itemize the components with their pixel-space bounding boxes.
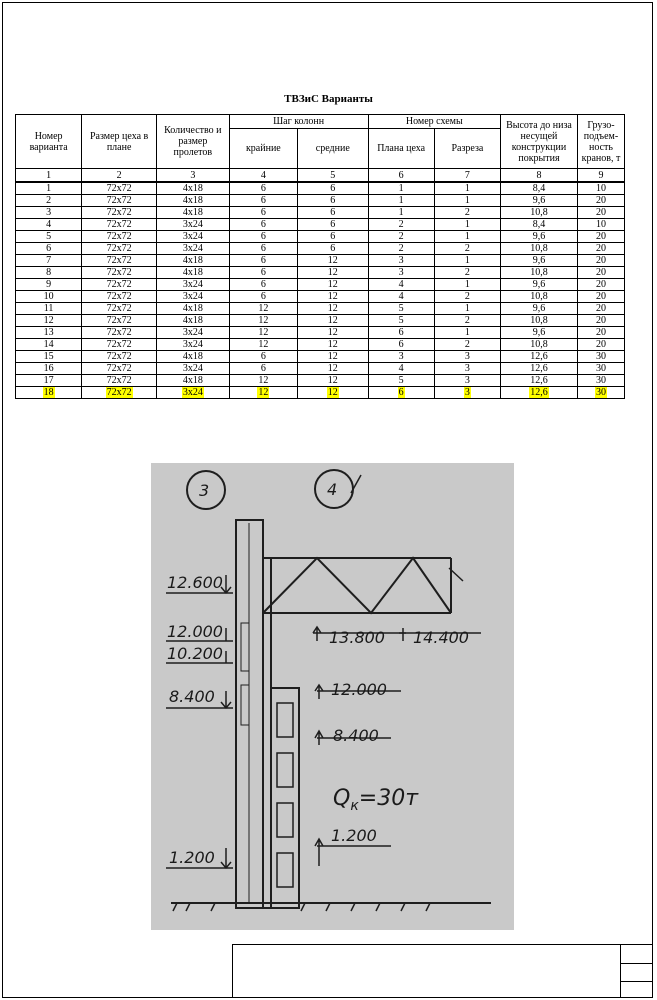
header-column-step-edge: крайние <box>229 129 297 169</box>
cell-scheme-plan: 4 <box>368 363 434 375</box>
cell-size: 72х72 <box>82 375 157 387</box>
cell-variant <box>16 387 82 399</box>
cell-variant: 12 <box>16 315 82 327</box>
header-height: Высота до низа несущей конструкции покрытия <box>501 115 578 169</box>
table-row <box>16 279 625 291</box>
title-block-divider <box>620 944 621 998</box>
cell-crane: 20 <box>577 243 624 255</box>
highlighted-value: 12 <box>327 387 338 398</box>
variants-table-body <box>16 169 625 399</box>
cell-crane: 30 <box>577 363 624 375</box>
table-row <box>16 182 625 195</box>
cell-size: 72х72 <box>82 231 157 243</box>
cell-scheme-plan: 3 <box>368 267 434 279</box>
cell-scheme-plan: 5 <box>368 375 434 387</box>
cell-scheme-plan: 1 <box>368 182 434 195</box>
cell-height: 9,6 <box>501 279 578 291</box>
cell-size <box>82 387 157 399</box>
cell-height: 9,6 <box>501 303 578 315</box>
level-left-12000: 12.000 <box>167 622 223 641</box>
header-column-step-mid: средние <box>298 129 369 169</box>
cell-variant: 3 <box>16 207 82 219</box>
cell-scheme-section <box>434 387 500 399</box>
cell-height: 9,6 <box>501 231 578 243</box>
column-number: 3 <box>157 169 230 183</box>
cell-variant: 4 <box>16 219 82 231</box>
cell-height: 10,8 <box>501 315 578 327</box>
cell-step-mid: 6 <box>298 182 369 195</box>
level-left-8400: 8.400 <box>169 687 215 706</box>
cell-height: 10,8 <box>501 207 578 219</box>
cell-variant: 11 <box>16 303 82 315</box>
level-right-12000: 12.000 <box>331 680 387 699</box>
cell-size: 72х72 <box>82 339 157 351</box>
cell-scheme-plan: 2 <box>368 231 434 243</box>
table-row <box>16 255 625 267</box>
cell-spans: 4х18 <box>157 207 230 219</box>
section-drawing <box>151 463 514 930</box>
cell-crane: 20 <box>577 255 624 267</box>
highlighted-value: 12 <box>258 387 269 398</box>
roof-truss <box>263 558 451 613</box>
cell-crane: 10 <box>577 182 624 195</box>
cell-spans: 3х24 <box>157 339 230 351</box>
cell-crane: 20 <box>577 231 624 243</box>
level-left-10200: 10.200 <box>167 644 223 663</box>
cell-size: 72х72 <box>82 279 157 291</box>
cell-step-mid: 12 <box>298 267 369 279</box>
scheme-label-left: 3 <box>199 481 210 500</box>
title-block-line <box>620 963 653 964</box>
cell-step-edge: 6 <box>229 279 297 291</box>
cell-variant: 5 <box>16 231 82 243</box>
cell-step-mid: 6 <box>298 243 369 255</box>
cell-step-mid: 6 <box>298 231 369 243</box>
cell-scheme-section: 1 <box>434 231 500 243</box>
cell-step-edge: 6 <box>229 182 297 195</box>
cell-step-mid: 12 <box>298 339 369 351</box>
cell-height: 9,6 <box>501 195 578 207</box>
cell-spans: 3х24 <box>157 219 230 231</box>
cell-variant: 8 <box>16 267 82 279</box>
cell-size: 72х72 <box>82 363 157 375</box>
cell-spans: 3х24 <box>157 291 230 303</box>
cell-variant: 15 <box>16 351 82 363</box>
highlighted-value: 6 <box>398 387 404 398</box>
column-number: 1 <box>16 169 82 183</box>
column-number: 5 <box>298 169 369 183</box>
cell-spans: 4х18 <box>157 351 230 363</box>
cell-crane: 20 <box>577 327 624 339</box>
title-block <box>232 944 653 998</box>
variants-table <box>15 114 625 399</box>
cell-scheme-section: 1 <box>434 279 500 291</box>
table-row <box>16 339 625 351</box>
table-row <box>16 351 625 363</box>
cell-step-edge: 6 <box>229 195 297 207</box>
cell-height: 9,6 <box>501 327 578 339</box>
cell-height: 8,4 <box>501 219 578 231</box>
cell-scheme-plan: 1 <box>368 207 434 219</box>
cell-scheme-plan: 6 <box>368 327 434 339</box>
crane-capacity-symbol: Q <box>333 786 351 811</box>
level-left-12600: 12.600 <box>167 573 223 592</box>
highlighted-value: 30 <box>595 387 606 398</box>
cell-step-mid: 6 <box>298 195 369 207</box>
section-drawing-svg <box>151 463 514 930</box>
cell-step-edge: 12 <box>229 339 297 351</box>
cell-variant: 17 <box>16 375 82 387</box>
cell-step-mid: 12 <box>298 315 369 327</box>
scheme-label-right: 4 <box>327 480 338 499</box>
cell-step-edge <box>229 387 297 399</box>
cell-crane: 30 <box>577 375 624 387</box>
cell-variant: 6 <box>16 243 82 255</box>
cell-step-edge: 12 <box>229 315 297 327</box>
column-numbers-row <box>16 169 625 183</box>
header-size: Размер цеха в плане <box>82 115 157 169</box>
cell-variant: 2 <box>16 195 82 207</box>
column-number: 4 <box>229 169 297 183</box>
cell-scheme-plan: 4 <box>368 291 434 303</box>
table-row <box>16 291 625 303</box>
cell-scheme-section: 3 <box>434 363 500 375</box>
cell-crane: 10 <box>577 219 624 231</box>
document-title: ТВЗиС Варианты <box>284 93 373 105</box>
cell-variant: 7 <box>16 255 82 267</box>
cell-crane: 20 <box>577 339 624 351</box>
cell-height: 12,6 <box>501 363 578 375</box>
cell-step-mid: 6 <box>298 207 369 219</box>
cell-step-edge: 6 <box>229 255 297 267</box>
table-row <box>16 195 625 207</box>
cell-scheme-plan: 6 <box>368 339 434 351</box>
column-number: 6 <box>368 169 434 183</box>
cell-variant: 1 <box>16 182 82 195</box>
table-row <box>16 243 625 255</box>
cell-size: 72х72 <box>82 219 157 231</box>
cell-scheme-plan: 5 <box>368 303 434 315</box>
cell-variant: 14 <box>16 339 82 351</box>
cell-size: 72х72 <box>82 267 157 279</box>
header-scheme-no: Номер схемы <box>368 115 500 129</box>
cell-scheme-section: 2 <box>434 291 500 303</box>
header-crane: Грузо-подъем-ность кранов, т <box>577 115 624 169</box>
highlighted-value: 3х24 <box>182 387 203 398</box>
cell-height: 9,6 <box>501 255 578 267</box>
cell-crane: 20 <box>577 195 624 207</box>
cell-spans: 4х18 <box>157 195 230 207</box>
cell-step-mid: 12 <box>298 351 369 363</box>
crane-girder-column <box>271 688 299 908</box>
cell-size: 72х72 <box>82 291 157 303</box>
table-row <box>16 363 625 375</box>
cell-step-mid: 12 <box>298 363 369 375</box>
cell-spans: 4х18 <box>157 303 230 315</box>
cell-scheme-section: 3 <box>434 375 500 387</box>
cell-size: 72х72 <box>82 351 157 363</box>
cell-step-edge: 6 <box>229 231 297 243</box>
highlighted-value: 12,6 <box>530 387 548 398</box>
cell-scheme-section: 1 <box>434 195 500 207</box>
highlighted-value: 18 <box>43 387 54 398</box>
cell-size: 72х72 <box>82 207 157 219</box>
cell-height: 10,8 <box>501 267 578 279</box>
cell-crane: 20 <box>577 207 624 219</box>
cell-crane: 20 <box>577 279 624 291</box>
table-row <box>16 387 625 399</box>
cell-size: 72х72 <box>82 327 157 339</box>
cell-crane: 20 <box>577 315 624 327</box>
cell-step-edge: 6 <box>229 219 297 231</box>
cell-scheme-plan: 5 <box>368 315 434 327</box>
cell-step-edge: 6 <box>229 363 297 375</box>
cell-height: 10,8 <box>501 291 578 303</box>
cell-scheme-section: 1 <box>434 327 500 339</box>
table-row <box>16 315 625 327</box>
cell-scheme-plan: 2 <box>368 219 434 231</box>
cell-step-mid: 12 <box>298 327 369 339</box>
cell-step-mid: 12 <box>298 375 369 387</box>
cell-spans <box>157 387 230 399</box>
cell-step-edge: 6 <box>229 267 297 279</box>
header-spans: Количество и размер пролетов <box>157 115 230 169</box>
cell-step-edge: 6 <box>229 243 297 255</box>
cell-spans: 3х24 <box>157 279 230 291</box>
cell-spans: 3х24 <box>157 231 230 243</box>
highlighted-value: 72х72 <box>106 387 132 398</box>
cell-height: 8,4 <box>501 182 578 195</box>
cell-spans: 3х24 <box>157 363 230 375</box>
column-number: 2 <box>82 169 157 183</box>
cell-step-edge: 6 <box>229 351 297 363</box>
cell-crane: 20 <box>577 267 624 279</box>
cell-spans: 4х18 <box>157 267 230 279</box>
cell-crane: 20 <box>577 291 624 303</box>
cell-scheme-section: 3 <box>434 351 500 363</box>
cell-scheme-plan <box>368 387 434 399</box>
crane-capacity-value: =30т <box>358 786 419 811</box>
table-row <box>16 219 625 231</box>
cell-height: 10,8 <box>501 243 578 255</box>
cell-scheme-section: 1 <box>434 303 500 315</box>
cell-scheme-plan: 1 <box>368 195 434 207</box>
cell-spans: 4х18 <box>157 255 230 267</box>
table-row <box>16 327 625 339</box>
cell-size: 72х72 <box>82 315 157 327</box>
cell-scheme-section: 1 <box>434 182 500 195</box>
cell-step-edge: 12 <box>229 375 297 387</box>
cell-height: 12,6 <box>501 351 578 363</box>
column-number: 7 <box>434 169 500 183</box>
cell-spans: 4х18 <box>157 375 230 387</box>
cell-variant: 13 <box>16 327 82 339</box>
cell-size: 72х72 <box>82 243 157 255</box>
table-row <box>16 231 625 243</box>
cell-height: 12,6 <box>501 375 578 387</box>
cell-height: 10,8 <box>501 339 578 351</box>
cell-step-edge: 6 <box>229 207 297 219</box>
cell-scheme-section: 2 <box>434 267 500 279</box>
cell-size: 72х72 <box>82 255 157 267</box>
cell-variant: 9 <box>16 279 82 291</box>
title-block-line <box>620 981 653 982</box>
level-right-14400: 14.400 <box>413 628 469 647</box>
cell-crane: 20 <box>577 303 624 315</box>
cell-step-mid: 6 <box>298 219 369 231</box>
cell-scheme-section: 1 <box>434 219 500 231</box>
table-row <box>16 375 625 387</box>
level-right-1200: 1.200 <box>331 826 377 845</box>
cell-variant: 16 <box>16 363 82 375</box>
crane-capacity-subscript: к <box>350 798 359 814</box>
cell-step-mid: 12 <box>298 255 369 267</box>
header-variant: Номер варианта <box>16 115 82 169</box>
cell-size: 72х72 <box>82 195 157 207</box>
cell-spans: 3х24 <box>157 327 230 339</box>
cell-scheme-plan: 3 <box>368 351 434 363</box>
table-row <box>16 207 625 219</box>
crane-capacity-label <box>333 786 419 814</box>
header-scheme-section: Разреза <box>434 129 500 169</box>
cell-spans: 4х18 <box>157 182 230 195</box>
cell-scheme-section: 2 <box>434 339 500 351</box>
cell-size: 72х72 <box>82 182 157 195</box>
cell-scheme-section: 2 <box>434 207 500 219</box>
cell-step-mid: 12 <box>298 279 369 291</box>
header-scheme-plan: Плана цеха <box>368 129 434 169</box>
cell-crane <box>577 387 624 399</box>
cell-scheme-section: 2 <box>434 243 500 255</box>
cell-scheme-section: 1 <box>434 255 500 267</box>
cell-step-edge: 12 <box>229 303 297 315</box>
cell-step-edge: 12 <box>229 327 297 339</box>
column-number: 8 <box>501 169 578 183</box>
cell-variant: 10 <box>16 291 82 303</box>
highlighted-value: 3 <box>464 387 470 398</box>
cell-size: 72х72 <box>82 303 157 315</box>
table-row <box>16 267 625 279</box>
column-number: 9 <box>577 169 624 183</box>
cell-spans: 3х24 <box>157 243 230 255</box>
header-column-step: Шаг колонн <box>229 115 368 129</box>
cell-step-mid <box>298 387 369 399</box>
level-right-13800: 13.800 <box>329 628 385 647</box>
level-right-8400: 8.400 <box>333 726 379 745</box>
table-row <box>16 303 625 315</box>
cell-scheme-plan: 2 <box>368 243 434 255</box>
cell-spans: 4х18 <box>157 315 230 327</box>
cell-scheme-plan: 3 <box>368 255 434 267</box>
cell-scheme-plan: 4 <box>368 279 434 291</box>
cell-scheme-section: 2 <box>434 315 500 327</box>
cell-step-mid: 12 <box>298 291 369 303</box>
level-left-1200: 1.200 <box>169 848 215 867</box>
cell-step-mid: 12 <box>298 303 369 315</box>
cell-step-edge: 6 <box>229 291 297 303</box>
cell-height <box>501 387 578 399</box>
cell-crane: 30 <box>577 351 624 363</box>
